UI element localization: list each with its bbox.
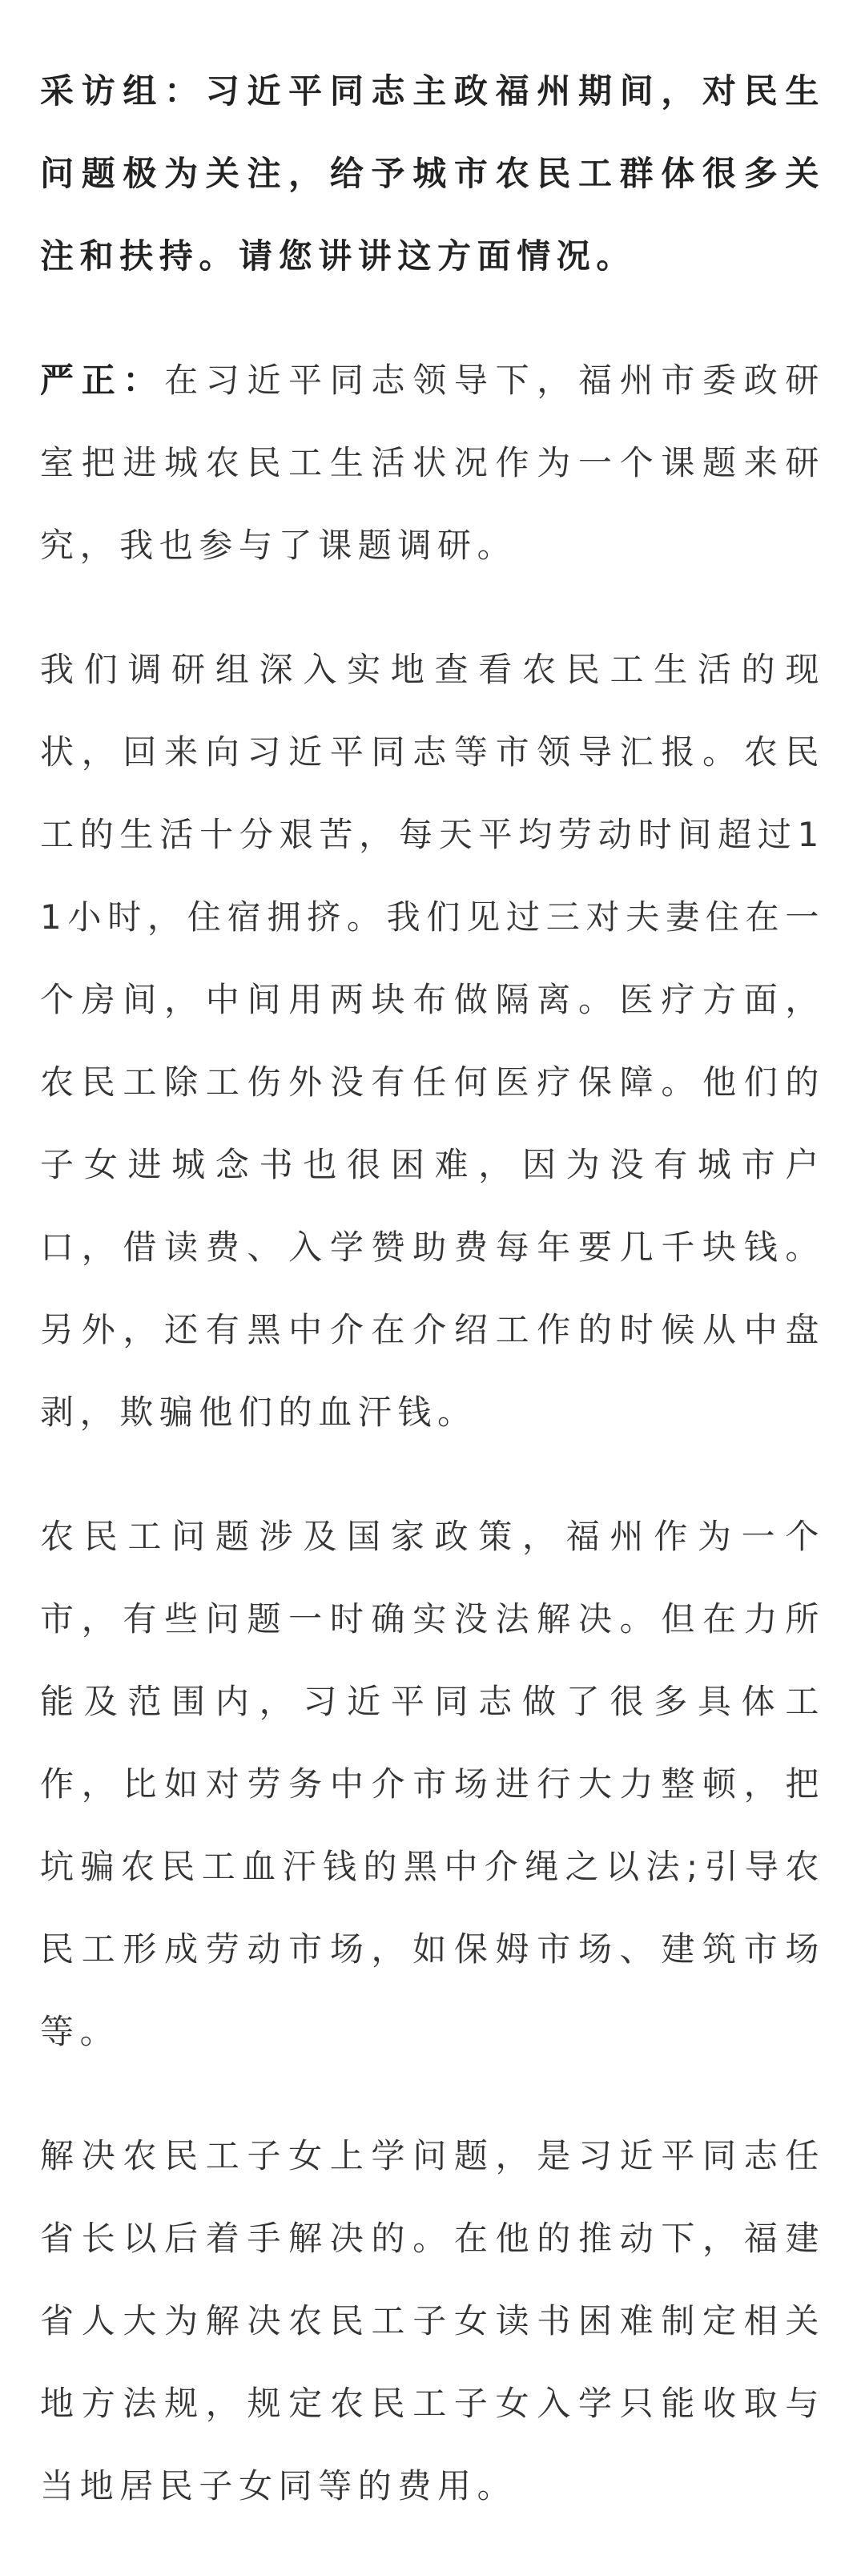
answer-paragraph-2: 我们调研组深入实地查看农民工生活的现状，回来向习近平同志等市领导汇报。农民工的生活十分艰苦，每天平均劳动时间超过11小时，住宿拥挤。我们见过三对夫妻住在一个房间，中间用两块布做隔离。医疗方面，农民工除工伤外没有任何医疗保障。他们的子女进城念书也很困难，因为没有城市户口，借读费、入学赞助费每年要几千块钱。另外，还有黑中介在介绍工作的时候从中盘剥，欺骗他们的血汗钱。	[40, 650, 825, 1432]
speaker-name: 严正：	[40, 361, 165, 400]
answer-text-1: 在习近平同志领导下，福州市委政研室把进城农民工生活状况作为一个课题来研究，我也参与了课题调研。	[40, 361, 825, 565]
answer-paragraph-4: 解决农民工子女上学问题，是习近平同志任省长以后着手解决的。在他的推动下，福建省人大为解决农民工子女读书困难制定相关地方法规，规定农民工子女入学只能收取与当地居民子女同等的费用。	[40, 2136, 825, 2505]
answer-paragraph-1	[40, 339, 825, 587]
answer-paragraph-3: 农民工问题涉及国家政策，福州作为一个市，有些问题一时确实没法解决。但在力所能及范围内，习近平同志做了很多具体工作，比如对劳务中介市场进行大力整顿，把坑骗农民工血汗钱的黑中介绳之以法;引导农民工形成劳动市场，如保姆市场、建筑市场等。	[40, 1517, 825, 2051]
interview-question: 采访组：习近平同志主政福州期间，对民生问题极为关注，给予城市农民工群体很多关注和扶持。请您讲讲这方面情况。	[40, 71, 825, 276]
